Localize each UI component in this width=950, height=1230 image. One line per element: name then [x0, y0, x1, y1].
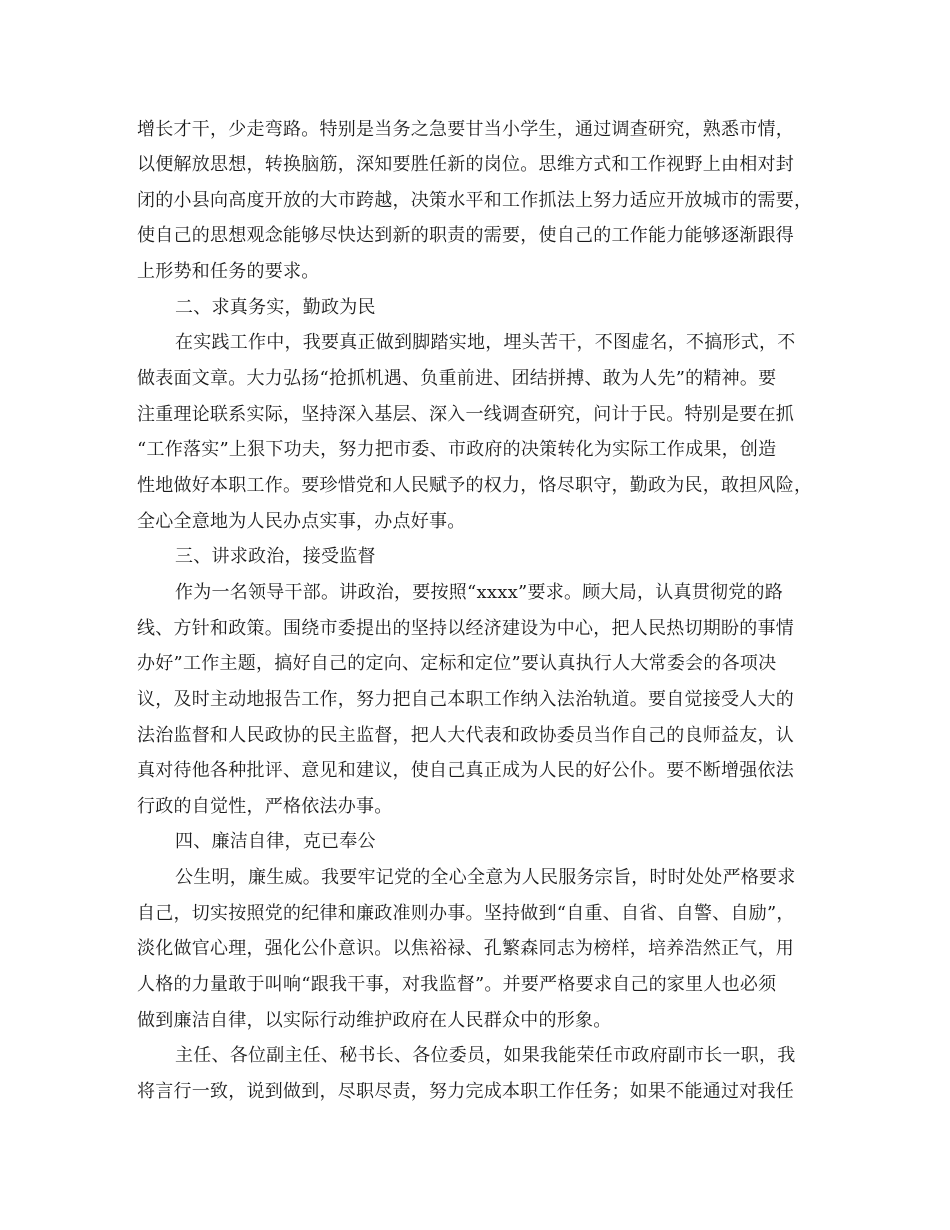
body-text-line: 办好”工作主题，搞好自己的定向、定标和定位”要认真执行人大常委会的各项决 [137, 653, 777, 674]
body-text-line: 闭的小县向高度开放的大市跨越，决策水平和工作抓法上努力适应开放城市的需要， [137, 190, 813, 211]
body-text-line: 性地做好本职工作。要珍惜党和人民赋予的权力，恪尽职守，勤政为民，敢担风险， [137, 475, 813, 496]
body-text-line: 增长才干，少走弯路。特别是当务之急要甘当小学生，通过调查研究，熟悉市情， [137, 119, 794, 140]
body-text-line: 在实践工作中，我要真正做到脚踏实地，埋头苦干，不图虚名，不搞形式，不 [175, 332, 796, 353]
body-text-line: “工作落实”上狠下功夫，努力把市委、市政府的决策转化为实际工作成果，创造 [137, 439, 777, 460]
body-text-line: 法治监督和人民政协的民主监督，把人大代表和政协委员当作自己的良师益友，认 [137, 725, 794, 746]
body-text-line: 使自己的思想观念能够尽快达到新的职责的需要，使自己的工作能力能够逐渐跟得 [137, 225, 794, 246]
section-heading: 三、讲求政治，接受监督 [175, 546, 376, 567]
body-text-line: 公生明，廉生威。我要牢记党的全心全意为人民服务宗旨，时时处处严格要求 [175, 867, 796, 888]
body-text-line: 自己，切实按照党的纪律和廉政准则办事。坚持做到“自重、自省、自警、自励”， [137, 903, 795, 924]
body-text-line: 作为一名领导干部。讲政治，要按照“xxxx”要求。顾大局，认真贯彻党的路 [175, 582, 784, 603]
body-text-line: 以便解放思想，转换脑筋，深知要胜任新的岗位。思维方式和工作视野上由相对封 [137, 154, 794, 175]
body-text-line: 线、方针和政策。围绕市委提出的坚持以经济建设为中心，把人民热切期盼的事情 [137, 618, 794, 639]
body-text-line: 淡化做官心理，强化公仆意识。以焦裕禄、孔繁森同志为榜样，培养浩然正气，用 [137, 938, 794, 959]
body-text-line: 上形势和任务的要求。 [137, 261, 320, 282]
body-text-line: 做到廉洁自律，以实际行动维护政府在人民群众中的形象。 [137, 1010, 612, 1031]
body-text-line: 人格的力量敢于叫响“跟我干事，对我监督”。并要严格要求自己的家里人也必须 [137, 974, 777, 995]
body-text-line: 做表面文章。大力弘扬“抢抓机遇、负重前进、团结拼搏、敢为人先”的精神。要 [137, 368, 777, 389]
section-heading: 二、求真务实，勤政为民 [175, 297, 376, 318]
section-heading: 四、廉洁自律，克已奉公 [175, 831, 376, 852]
body-text-line: 将言行一致，说到做到，尽职尽责，努力完成本职工作任务；如果不能通过对我任 [137, 1081, 794, 1102]
body-text-line: 行政的自觉性，严格依法办事。 [137, 796, 393, 817]
body-text-line: 全心全意地为人民办点实事，办点好事。 [137, 511, 466, 532]
body-text-line: 议，及时主动地报告工作，努力把自己本职工作纳入法治轨道。要自觉接受人大的 [137, 689, 794, 710]
body-text-line: 主任、各位副主任、秘书长、各位委员，如果我能荣任市政府副市长一职，我 [175, 1045, 796, 1066]
body-text-line: 注重理论联系实际，坚持深入基层、深入一线调查研究，问计于民。特别是要在抓 [137, 404, 794, 425]
body-text-line: 真对待他各种批评、意见和建议，使自己真正成为人民的好公仆。要不断增强依法 [137, 760, 794, 781]
